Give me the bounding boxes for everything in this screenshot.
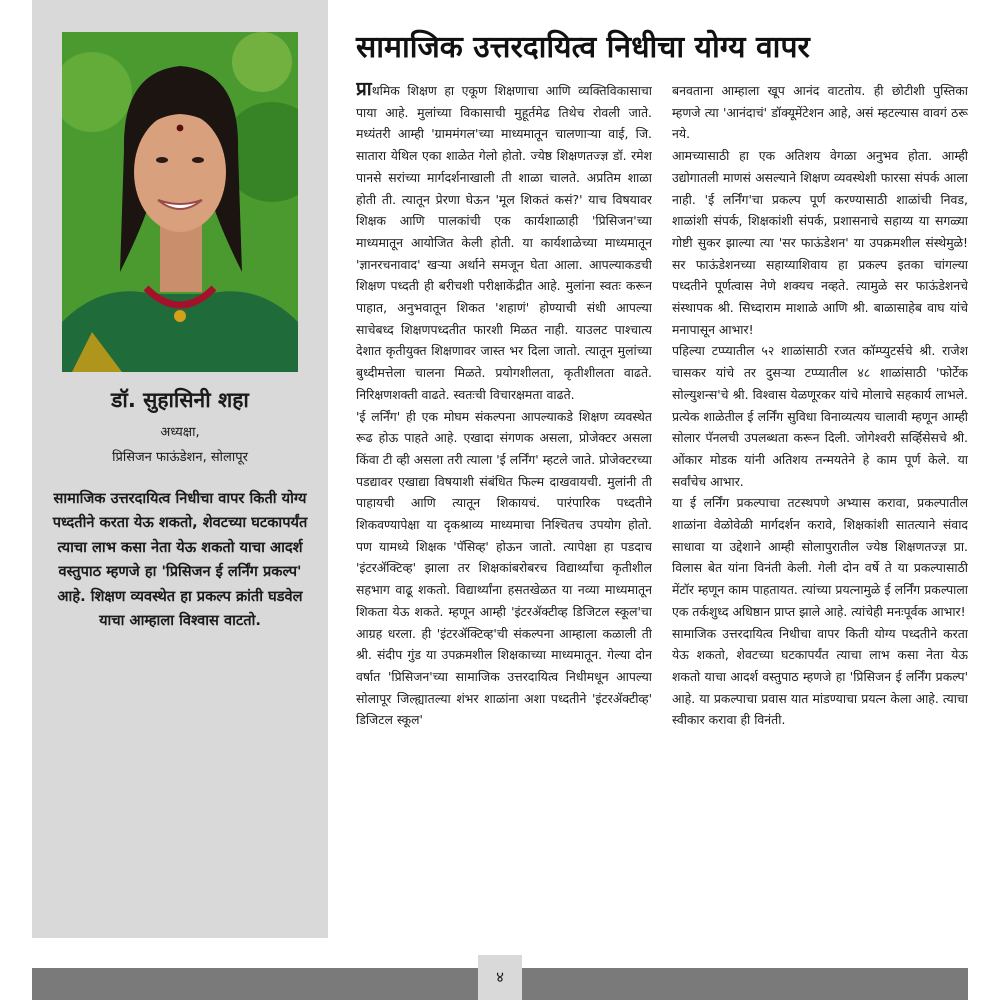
author-name: डॉ. सुहासिनी शहा: [111, 388, 249, 412]
article-paragraph: बनवताना आम्हाला खूप आनंद वाटतोय. ही छोटीशी पुस्तिका म्हणजे त्या 'आनंदाचं' डॉक्यूमेंटेशन आहे, असं म्हटल्यास वावगं ठरू नये.: [672, 83, 968, 142]
article-paragraph: आमच्यासाठी हा एक अतिशय वेगळा अनुभव होता. आम्ही उद्योगातली माणसं असल्याने शिक्षण व्यवस्थेशी फारसा संपर्क आला नाही. 'ई लर्निंग'चा प्रकल्प पूर्ण करण्यासाठी शाळांची निवड, शाळांशी संपर्क, शिक्षकांशी संपर्क, प्रशासनाचे सहाय्य या सगळ्या गोष्टी सुकर झाल्या त्या 'सर फाऊंडेशन' या उपक्रमशील संस्थेमुळे! सर फाऊंडेशनच्या सहाय्याशिवाय हा प्रकल्प इतका चांगल्या पध्दतीने पूर्णत्वास नेणे शक्यच नव्हते. त्यामुळे सर फाऊंडेशनचे संस्थापक श्री. सिध्दाराम माशाळे आणि श्री. बाळासाहेब वाघ यांचे मनापासून आभार!: [672, 148, 968, 337]
article-paragraph: 'ई लर्निंग' ही एक मोघम संकल्पना आपल्याकडे शिक्षण व्यवस्थेत रूढ होऊ पाहते आहे. एखादा संगणक असला, प्रोजेक्टर असला किंवा टी व्ही असला तरी त्याला 'ई लर्निंग' म्हटले जाते. प्रोजेक्टरच्या पडद्यावर एखाद्या विषयाशी संबंधित फिल्म दाखवायची. मुलांनी ती पाहायची आणि त्यातून शिकायचं. पारंपारिक पध्दतीने शिकवण्यापेक्षा या दृकश्राव्य माध्यमाचा निश्चितच उपयोग होतो. पण यामध्ये शिक्षक 'पॅसिव्ह' होऊन जातो. त्यापेक्षा हा पडदाच 'इंटरॲक्टिव्ह' झाला तर शिक्षकांबरोबरच विद्यार्थ्यांचा कृतीशील सहभाग वाढू शकतो. विद्यार्थ्यांना हसतखेळत या नव्या माध्यमातून शिकता येऊ शकते. म्हणून आम्ही 'इंटरॲक्टीव्ह डिजिटल स्कूल'चा आग्रह धरला. ही 'इंटरॲक्टिव्ह'ची संकल्पना आम्हाला कळाली ती श्री. संदीप गुंड या उपक्रमशील शिक्षकाच्या माध्यमातून. गेल्या दोन वर्षात 'प्रिसिजन'च्या सामाजिक उत्तरदायित्व निधीमधून आपल्या सोलापूर जिल्ह्यातल्या शंभर शाळांना अशा पध्दतीने 'इंटरॲक्टीव्ह' डिजिटल स्कूल': [356, 408, 652, 728]
article-paragraph: पहिल्या टप्प्यातील ५२ शाळांसाठी रजत कॉम्प्युटर्सचे श्री. राजेश चासकर यांचे तर दुसऱ्या टप्प्यातील ४८ शाळांसाठी 'फोर्टेक सोल्युशन्स'चे श्री. विश्वास येळणूरकर यांचे मोलाचे सहकार्य लाभले. प्रत्येक शाळेतील ई लर्निंग सुविधा विनाव्यत्यय चालावी म्हणून आम्ही सोलार पॅनलची उपलब्धता करून दिली. जोगेश्वरी सर्व्हिसेसचे श्री. ओंकार मोडक यांनी अतिशय तन्मयतेने हे काम पूर्ण केले. या सर्वांचेच आभार.: [672, 343, 968, 489]
author-organization: प्रिसिजन फाऊंडेशन, सोलापूर: [112, 450, 248, 465]
article-column-2: [672, 80, 968, 930]
article-paragraph: [356, 80, 652, 406]
drop-cap: प्रा: [356, 80, 372, 100]
author-portrait-image: [62, 32, 298, 372]
page-number: ४: [478, 955, 522, 1000]
article-paragraph: सामाजिक उत्तरदायित्व निधीचा वापर किती योग्य पध्दतीने करता येऊ शकतो, शेवटच्या घटकापर्यंत त्याचा लाभ कसा नेता येऊ शकतो याचा आदर्श वस्तुपाठ म्हणजे हा 'प्रिसिजन ई लर्निंग प्रकल्प' आहे. या प्रकल्पाचा प्रवास यात मांडण्याचा प्रयत्न केला आहे. त्याचा स्वीकार करावा ही विनंती.: [672, 625, 968, 728]
author-sidebar: [32, 0, 328, 938]
article-headline: सामाजिक उत्तरदायित्व निधीचा योग्य वापर: [356, 30, 810, 65]
author-photo: [62, 32, 298, 372]
article-column-1: [356, 80, 652, 930]
pull-quote: सामाजिक उत्तरदायित्व निधीचा वापर किती योग्य पध्दतीने करता येऊ शकतो, शेवटच्या घटकापर्यंत त्याचा लाभ कसा नेता येऊ शकतो याचा आदर्श वस्तुपाठ म्हणजे हा 'प्रिसिजन ई लर्निंग प्रकल्प' आहे. शिक्षण व्यवस्थेत हा प्रकल्प क्रांती घडवेल याचा आम्हाला विश्वास वाटतो.: [52, 490, 308, 630]
article-paragraph: या ई लर्निंग प्रकल्पाचा तटस्थपणे अभ्यास करावा, प्रकल्पातील शाळांना वेळोवेळी मार्गदर्शन करावे, शिक्षकांशी सातत्याने संवाद साधावा या उद्देशाने आम्ही सोलापुरातील ज्येष्ठ शिक्षणतज्ज्ञ प्रा. विलास बेत यांना विनंती केली. गेली दोन वर्षे ते या प्रकल्पासाठी मेंटॉर म्हणून काम पाहतायत. त्यांच्या प्रयत्नामुळे ई लर्निंग प्रकल्पाला एक तर्कशुध्द अधिष्ठान प्राप्त झाले आहे. त्यांचेही मनःपूर्वक आभार!: [672, 495, 968, 619]
author-designation: अध्यक्षा,: [160, 425, 200, 440]
paragraph-text: थमिक शिक्षण हा एकूण शिक्षणाचा आणि व्यक्तिविकासाचा पाया आहे. मुलांच्या विकासाची मुहूर्तमेढ तिथेच रोवली जाते. मध्यंतरी आम्ही 'ग्राममंगल'च्या माध्यमातून चालणाऱ्या वाई, जि. सातारा येथिल एका शाळेत गेलो होतो. ज्येष्ठ शिक्षणतज्ज्ञ डॉ. रमेश पानसे सरांच्या मार्गदर्शनाखाली ती शाळा चालते. अप्रतिम शाळा होती ती. त्यातून प्रेरणा घेऊन 'मूल शिकतं कसं?' याच विषयावर शिक्षक आणि पालकांची एक कार्यशाळाही 'प्रिसिजन'च्या माध्यमातून आयोजित केली होती. या कार्यशाळेच्या माध्यमातून 'ज्ञानरचनावाद' खऱ्या अर्थाने समजून घेता आला. आपल्याकडची शिक्षण पध्दती ही बरीचशी परीक्षाकेंद्रीत आहे. मुलांना स्वतः करून पाहात, अनुभवातून शिकत 'शहाणं' होण्याची संधी आपल्या साचेबध्द शिक्षणपध्दतीत फारशी मिळत नाही. याउलट पाश्चात्य देशात कृतीयुक्त शिक्षणावर जास्त भर दिला जातो. त्यातून मुलांच्या बुध्दीमत्तेला चालना मिळते. प्रयोगशीलता, कृतीशीलता वाढते. निरिक्षणशक्ती वाढते. स्वतःची विचारक्षमता वाढते.: [356, 83, 652, 402]
